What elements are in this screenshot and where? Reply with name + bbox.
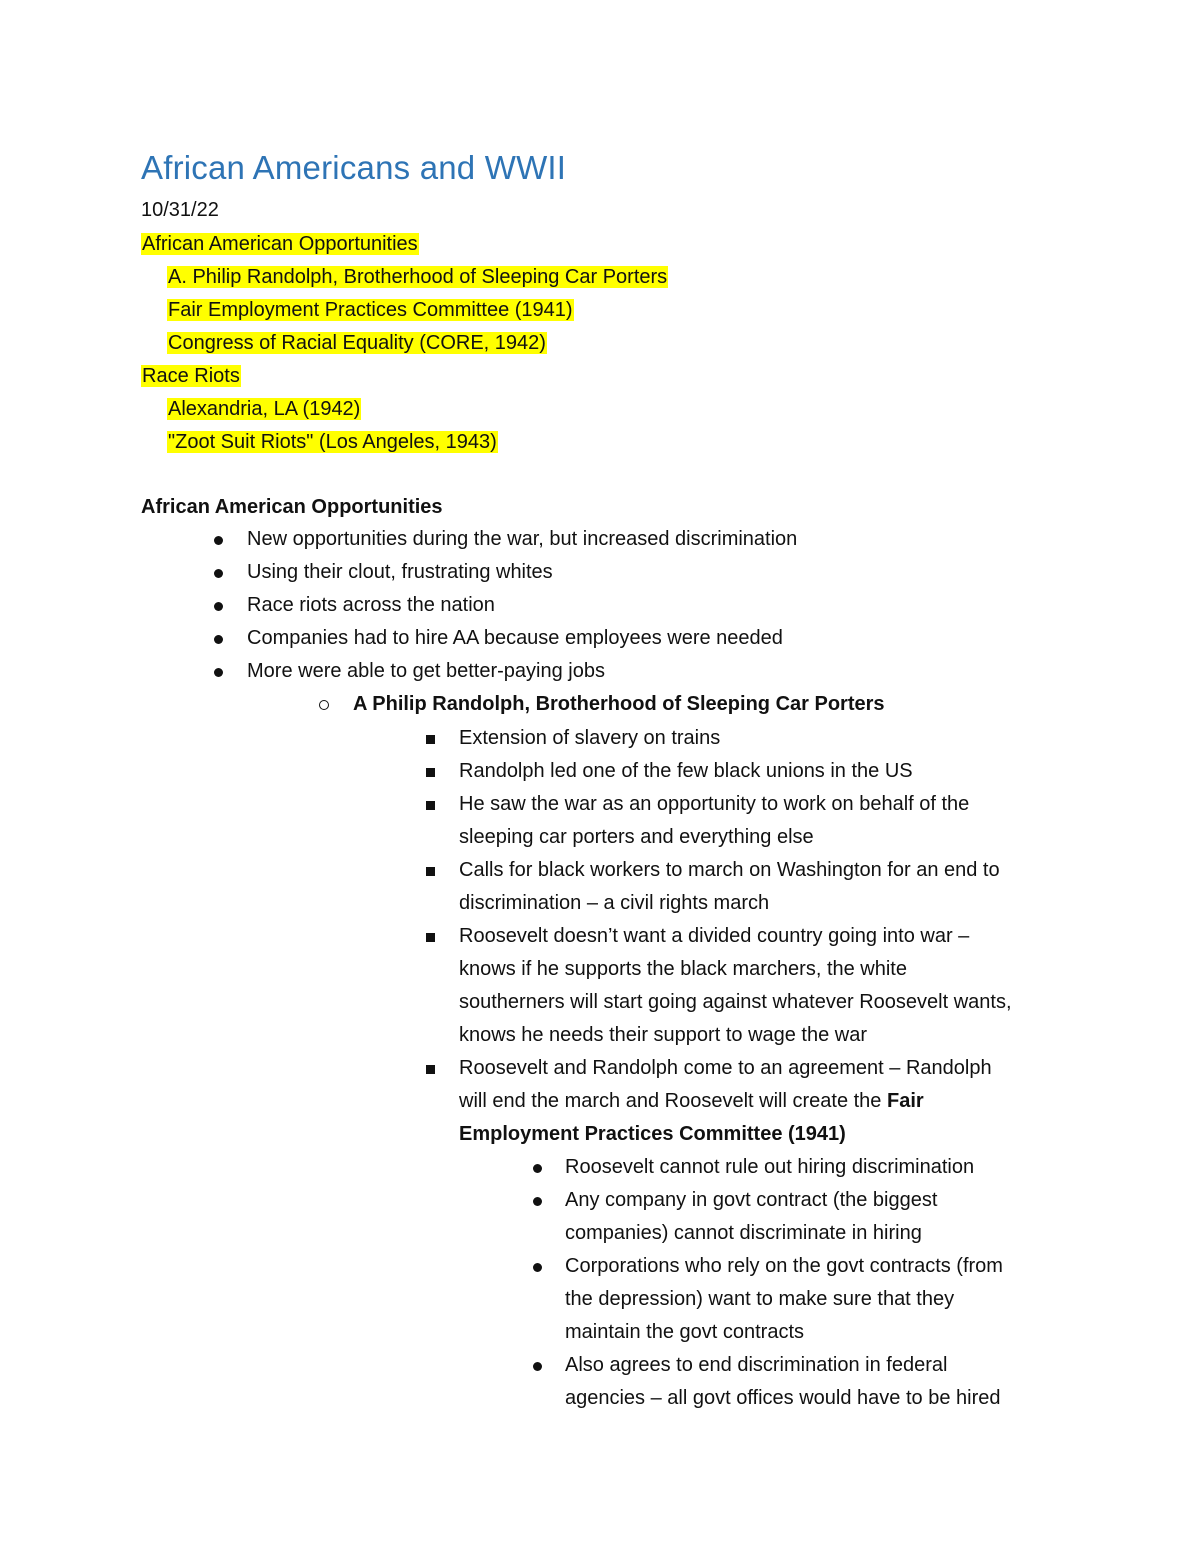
list-item-continuation: Employment Practices Committee (1941) <box>459 1123 846 1145</box>
list-item: Corporations who rely on the govt contracts (from <box>565 1255 1003 1277</box>
list-item: Companies had to hire AA because employees were needed <box>247 627 783 649</box>
bullet-square-icon <box>420 757 440 785</box>
bullet-disc-icon <box>208 624 228 652</box>
notes-heading: African American Opportunities <box>141 496 443 518</box>
bullet-square-icon <box>420 724 440 752</box>
bullet-disc-icon <box>208 558 228 586</box>
bullet-disc-icon <box>527 1252 547 1280</box>
bullet-disc-icon <box>527 1186 547 1214</box>
sub-heading: A Philip Randolph, Brotherhood of Sleeping Car Porters <box>353 693 885 715</box>
highlighted-text: A. Philip Randolph, Brotherhood of Sleeping Car Porters <box>168 266 668 288</box>
list-item: Calls for black workers to march on Washington for an end to <box>459 859 1000 881</box>
list-item: Extension of slavery on trains <box>459 727 721 749</box>
highlighted-text: "Zoot Suit Riots" (Los Angeles, 1943) <box>168 431 497 453</box>
list-item-continuation: knows he needs their support to wage the war <box>459 1024 868 1046</box>
list-item-continuation: the depression) want to make sure that they <box>565 1288 955 1310</box>
list-item: Race riots across the nation <box>247 594 495 616</box>
list-item: Roosevelt and Randolph come to an agreement – Randolph <box>459 1057 992 1079</box>
list-item: Roosevelt doesn’t want a divided country going into war – <box>459 925 970 947</box>
bullet-square-icon <box>420 856 440 884</box>
list-item: Also agrees to end discrimination in federal <box>565 1354 948 1376</box>
outline-heading-riots <box>141 362 241 390</box>
list-item: Randolph led one of the few black unions in the US <box>459 760 913 782</box>
list-item-continuation: knows if he supports the black marchers, the white <box>459 958 907 980</box>
list-item-continuation: discrimination – a civil rights march <box>459 892 770 914</box>
bullet-square-icon <box>420 790 440 818</box>
list-item-continuation: sleeping car porters and everything else <box>459 826 814 848</box>
date-line: 10/31/22 <box>141 199 219 221</box>
highlighted-text: Alexandria, LA (1942) <box>168 398 361 420</box>
outline-heading-opportunities <box>141 230 419 258</box>
bullet-disc-icon <box>208 591 228 619</box>
outline-item <box>167 329 547 357</box>
list-item-continuation <box>459 1087 924 1115</box>
page-title: African Americans and WWII <box>141 149 567 186</box>
highlighted-text: Fair Employment Practices Committee (1941) <box>168 299 573 321</box>
list-item-continuation: companies) cannot discriminate in hiring <box>565 1222 922 1244</box>
list-item-continuation: agencies – all govt offices would have to be hired <box>565 1387 1001 1409</box>
list-item-continuation: maintain the govt contracts <box>565 1321 805 1343</box>
bullet-square-icon <box>420 922 440 950</box>
list-item: Using their clout, frustrating whites <box>247 561 553 583</box>
list-item: He saw the war as an opportunity to work on behalf of the <box>459 793 970 815</box>
bullet-square-icon <box>420 1054 440 1082</box>
outline-item <box>167 263 668 291</box>
highlighted-text: African American Opportunities <box>142 233 418 255</box>
bullet-disc-icon <box>208 525 228 553</box>
list-item: Roosevelt cannot rule out hiring discrimination <box>565 1156 975 1178</box>
list-item: New opportunities during the war, but increased discrimination <box>247 528 798 550</box>
bold-text: Fair <box>887 1090 924 1112</box>
list-item-continuation: southerners will start going against whatever Roosevelt wants, <box>459 991 1012 1013</box>
highlighted-text: Congress of Racial Equality (CORE, 1942) <box>168 332 546 354</box>
bullet-disc-icon <box>527 1351 547 1379</box>
bullet-disc-icon <box>208 657 228 685</box>
outline-item <box>167 428 498 456</box>
list-item: More were able to get better-paying jobs <box>247 660 605 682</box>
highlighted-text: Race Riots <box>142 365 240 387</box>
bullet-disc-icon <box>527 1153 547 1181</box>
plain-text: will end the march and Roosevelt will create the <box>459 1090 887 1112</box>
list-item: Any company in govt contract (the biggest <box>565 1189 938 1211</box>
bullet-circle-icon <box>314 690 334 718</box>
outline-item <box>167 296 574 324</box>
outline-item <box>167 395 361 423</box>
